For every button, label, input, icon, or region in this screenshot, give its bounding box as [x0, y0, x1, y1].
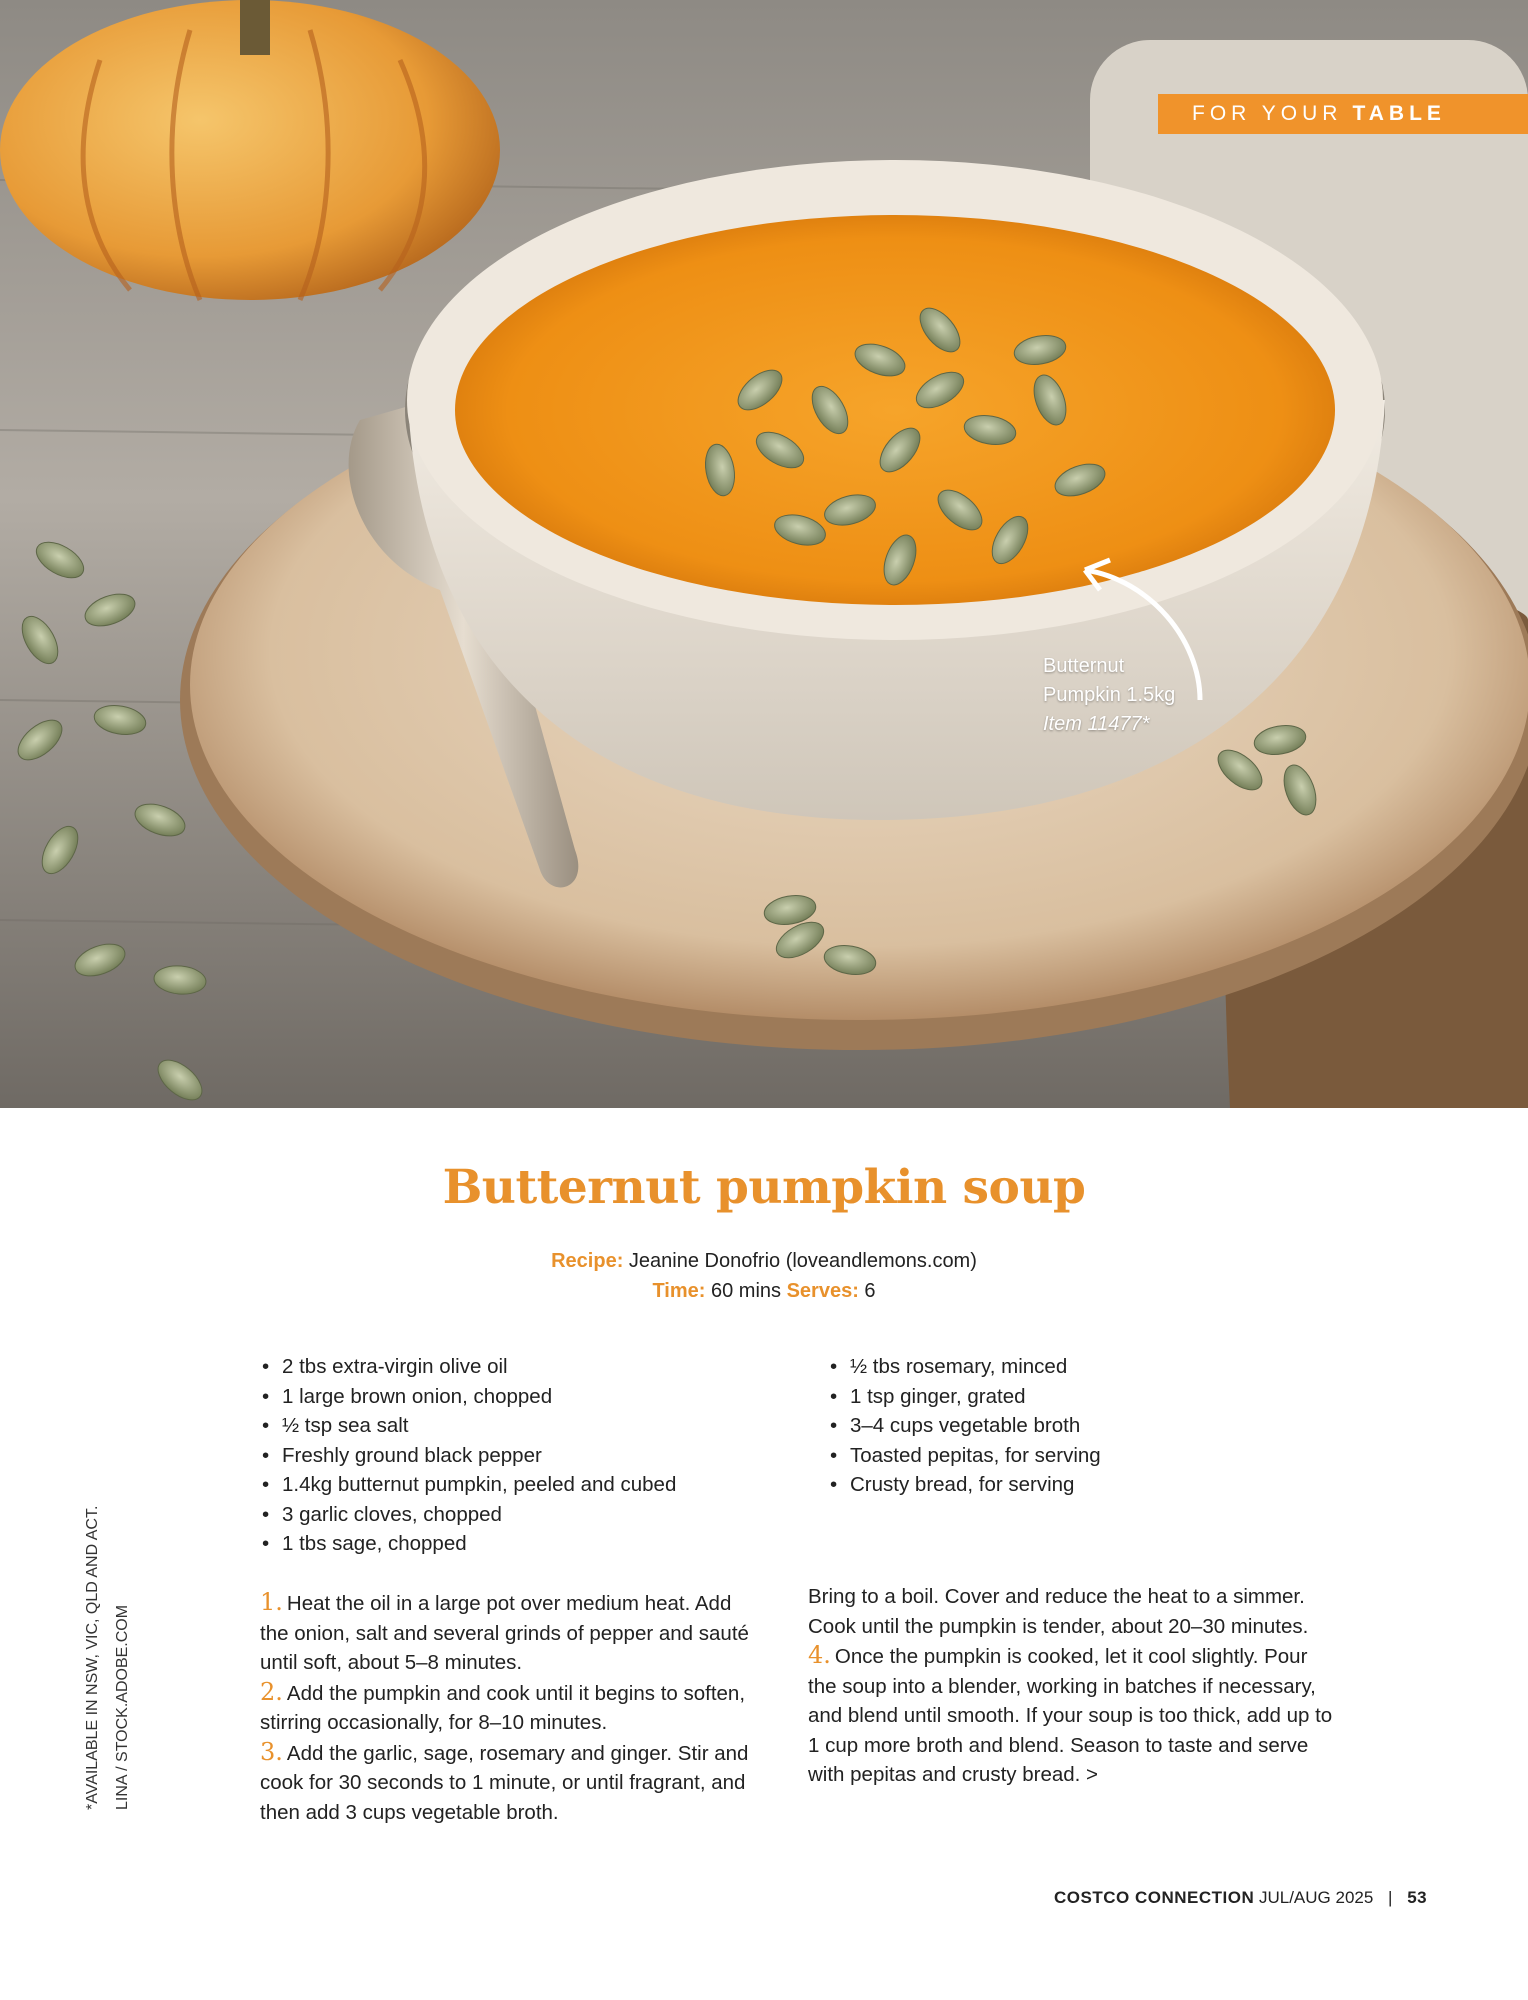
recipe-author: Jeanine Donofrio (loveandlemons.com)	[628, 1250, 977, 1272]
ingredient-item: • Crusty bread, for serving	[830, 1470, 1101, 1500]
callout-item-number: Item 11477*	[1043, 713, 1150, 735]
page-number: 53	[1407, 1888, 1428, 1907]
method-step-2	[260, 1678, 752, 1738]
ingredient-item: • 1 tbs sage, chopped	[262, 1529, 676, 1559]
time-label: Time:	[652, 1280, 706, 1302]
recipe-time-serves	[0, 1280, 1528, 1303]
banner-bold: TABLE	[1352, 102, 1446, 125]
step-text: Add the pumpkin and cook until it begins to soften, stirring occasionally, for 8–10 minutes.	[260, 1681, 746, 1734]
ingredient-item: • Freshly ground black pepper	[262, 1441, 676, 1471]
step-number: 4.	[808, 1641, 831, 1669]
product-callout	[1043, 652, 1175, 739]
availability-note: *AVAILABLE IN NSW, VIC, QLD AND ACT.	[84, 1505, 101, 1810]
photo-credit: LINA / STOCK.ADOBE.COM	[114, 1604, 131, 1810]
callout-line2: Pumpkin 1.5kg	[1043, 684, 1176, 706]
method-step-3-continued: Bring to a boil. Cover and reduce the heat to a simmer. Cook until the pumpkin is tender, about 20–30 minutes.	[808, 1585, 1309, 1638]
serves-label: Serves:	[786, 1280, 859, 1302]
recipe-label: Recipe:	[551, 1250, 624, 1272]
banner-prefix: FOR YOUR	[1192, 102, 1343, 125]
side-credit	[78, 1506, 138, 1810]
ingredient-item: • 1.4kg butternut pumpkin, peeled and cubed	[262, 1470, 676, 1500]
section-banner	[1158, 94, 1528, 134]
step-number: 1.	[260, 1588, 283, 1616]
time-value: 60 mins	[710, 1280, 782, 1302]
recipe-credit	[0, 1250, 1528, 1273]
step-number: 2.	[260, 1677, 283, 1706]
footer-separator: |	[1388, 1888, 1393, 1907]
method-column-right	[808, 1582, 1338, 1790]
ingredient-item: • ½ tsp sea salt	[262, 1411, 676, 1441]
page-footer	[1054, 1888, 1427, 1908]
callout-line1: Butternut	[1043, 655, 1125, 677]
method-step-1	[260, 1588, 752, 1678]
method-column-left	[260, 1588, 752, 1827]
ingredients-list-left	[262, 1352, 676, 1559]
ingredient-item: • 1 tsp ginger, grated	[830, 1382, 1101, 1412]
ingredient-item: • ½ tbs rosemary, minced	[830, 1352, 1101, 1382]
ingredient-item: • Toasted pepitas, for serving	[830, 1441, 1101, 1471]
method-step-4	[808, 1641, 1338, 1790]
ingredient-item: • 3–4 cups vegetable broth	[830, 1411, 1101, 1441]
method-step-3	[260, 1738, 752, 1828]
serves-value: 6	[864, 1280, 876, 1302]
step-text: Add the garlic, sage, rosemary and ginger. Stir and cook for 30 seconds to 1 minute, or until fragrant, and then add 3 cups vegetable broth.	[260, 1741, 749, 1824]
ingredient-item: • 2 tbs extra-virgin olive oil	[262, 1352, 676, 1382]
ingredients-list-right	[830, 1352, 1101, 1500]
step-text: Heat the oil in a large pot over medium heat. Add the onion, salt and several grinds of pepper and sauté until soft, about 5–8 minutes.	[260, 1592, 749, 1674]
recipe-title: Butternut pumpkin soup	[442, 1160, 1086, 1215]
ingredient-item: • 1 large brown onion, chopped	[262, 1382, 676, 1412]
footer-brand: COSTCO CONNECTION	[1054, 1888, 1255, 1907]
step-number: 3.	[260, 1737, 283, 1766]
ingredient-item: • 3 garlic cloves, chopped	[262, 1500, 676, 1530]
footer-issue: JUL/AUG 2025	[1258, 1888, 1374, 1907]
step-text: Once the pumpkin is cooked, let it cool slightly. Pour the soup into a blender, working in batches if necessary, and blend until smooth. If your soup is too thick, add up to 1 cup more broth and blend. Season to taste and serve with pepitas and crusty bread. >	[808, 1645, 1333, 1786]
